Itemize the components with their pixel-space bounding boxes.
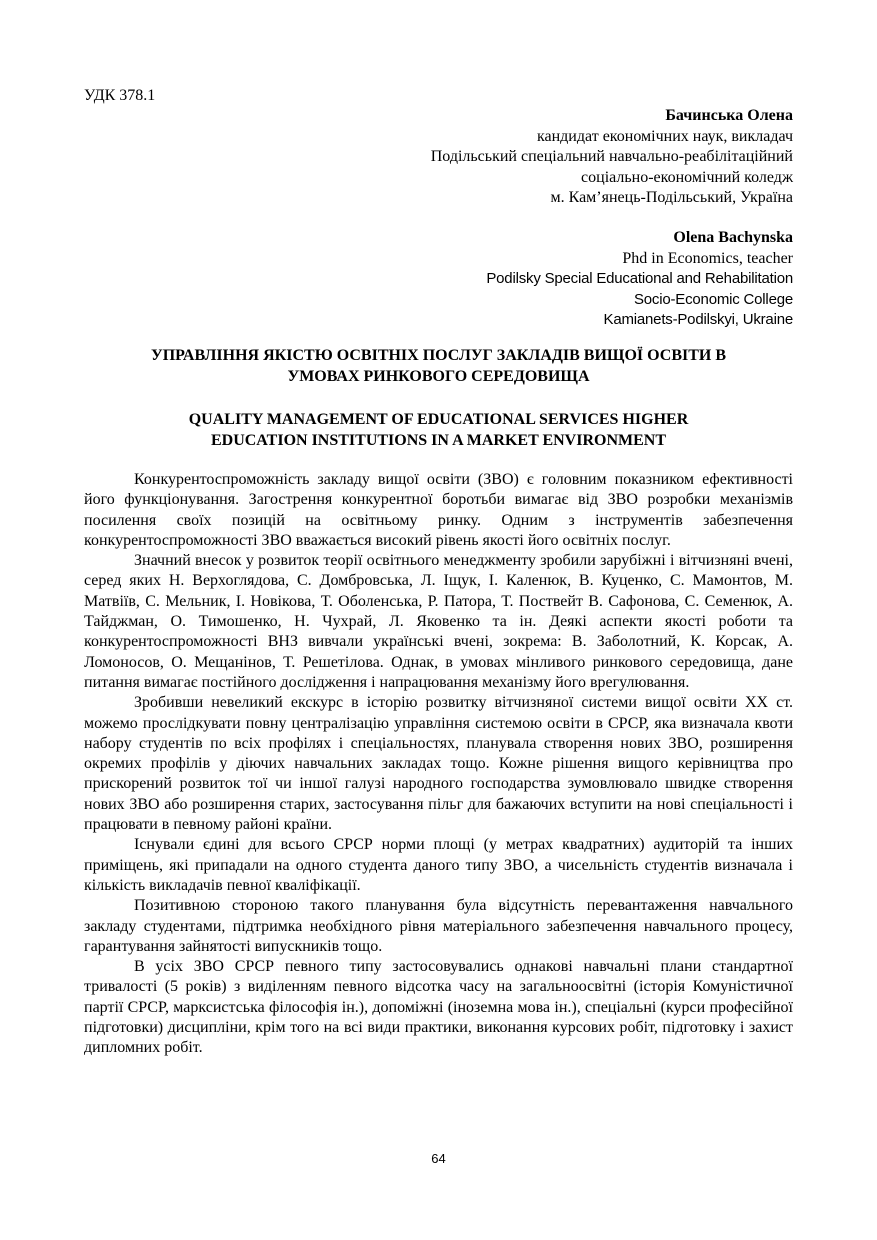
body-paragraph: В усіх ЗВО СРСР певного типу застосовувались однакові навчальні плани стандартної тривалості (5 років) з виділенням певного відсотка часу на загальноосвітні (історія Комуністичної партії СРСР, марксистська філософія ін.), допоміжні (іноземна мова ін.), спеціальні (курси професійної підготовки) дисципліни, крім того на всі види практики, виконання курсових робіт, підготовку і захист дипломних робіт. [84, 958, 793, 1057]
author-affiliation-line: м. Кам’янець-Подільський, Україна [550, 189, 793, 206]
author-name-ukrainian: Бачинська Олена [665, 107, 793, 124]
title-line: QUALITY MANAGEMENT OF EDUCATIONAL SERVICES HIGHER [188, 411, 689, 428]
article-title-english [84, 409, 793, 451]
author-affiliation-line: соціально-економічний коледж [581, 168, 793, 186]
title-line: УМОВАХ РИНКОВОГО СЕРЕДОВИЩА [287, 368, 590, 385]
title-line: УПРАВЛІННЯ ЯКІСТЮ ОСВІТНІХ ПОСЛУГ ЗАКЛАДІВ ВИЩОЇ ОСВІТИ В [150, 347, 727, 364]
author-block-ukrainian [431, 106, 793, 209]
author-affiliation-line: Подільський спеціальний навчально-реабілітаційний [430, 148, 793, 165]
author-block-english [486, 228, 793, 331]
author-affiliation-line: Kamianets-Podilskyi, Ukraine [603, 311, 793, 328]
article-body [84, 470, 793, 1059]
author-affiliation-line: Podilsky Special Educational and Rehabilitation [486, 270, 793, 287]
page-number: 64 [431, 1151, 446, 1166]
author-name-english: Olena Bachynska [673, 229, 793, 246]
udc-code: УДК 378.1 [84, 87, 156, 104]
body-paragraph: Позитивною стороною такого планування була відсутність перевантаження навчального закладу студентами, підтримка необхідного рівня матеріального забезпечення навчального процесу, гарантування зайнятості випускників тощо. [84, 897, 793, 955]
title-line: EDUCATION INSTITUTIONS IN A MARKET ENVIRONMENT [210, 432, 667, 449]
author-position-english: Phd in Economics, teacher [622, 249, 793, 267]
article-title-ukrainian [84, 345, 793, 387]
body-paragraph: Конкурентоспроможність закладу вищої освіти (ЗВО) є головним показником ефективності його функціонування. Загострення конкурентної боротьби вимагає від ЗВО розробки механізмів посилення своїх позицій на освітньому ринку. Одним з інструментів забезпечення конкурентоспроможності ЗВО вважається високий рівень якості його освітніх послуг. [84, 471, 793, 549]
body-paragraph: Зробивши невеликий екскурс в історію розвитку вітчизняної системи вищої освіти ХХ ст. можемо прослідкувати повну централізацію управління системою освіти в СРСР, яка визначала квоти набору студентів по всіх профілях і спеціальностях, планувала створення нових ЗВО, розширення окремих профілів у діючих навчальних закладах тощо. Кожне рішення вищого керівництва про прискорений розвиток тої чи іншої галузі народного господарства зумовлювало швидке створення нових ЗВО або розширення старих, застосування пільг для бажаючих вступити на нові спеціальності і працювати в певному районі країни. [84, 694, 793, 834]
author-affiliation-line: Socio-Economic College [633, 290, 793, 308]
body-paragraph: Значний внесок у розвиток теорії освітнього менеджменту зробили зарубіжні і вітчизняні вчені, серед яких Н. Верхоглядова, С. Домбровська, Л. Іщук, І. Каленюк, В. Куценко, С. Мамонтов, М. Матвіїв, С. Мельник, І. Новікова, Т. Оболенська, Р. Патора, Т. Поствейт В. Сафонова, С. Семенюк, А. Тайджман, О. Тимошенко, Н. Чухрай, Л. Яковенко та ін. Деякі аспекти якості роботи та конкурентоспроможності ВНЗ вивчали українські вчені, зокрема: В. Заболотний, К. Корсак, А. Ломоносов, О. Мещанінов, Т. Решетілова. Однак, в умовах мінливого ринкового середовища, дане питання вимагає постійного дослідження і напрацювання механізму його врегулювання. [84, 552, 793, 691]
author-affiliation-line: кандидат економічних наук, викладач [536, 127, 793, 145]
body-paragraph: Існували єдині для всього СРСР норми площі (у метрах квадратних) аудиторій та інших приміщень, які припадали на одного студента даного типу ЗВО, а чисельність студентів визначала і кількість викладачів певної кваліфікації. [84, 836, 793, 894]
